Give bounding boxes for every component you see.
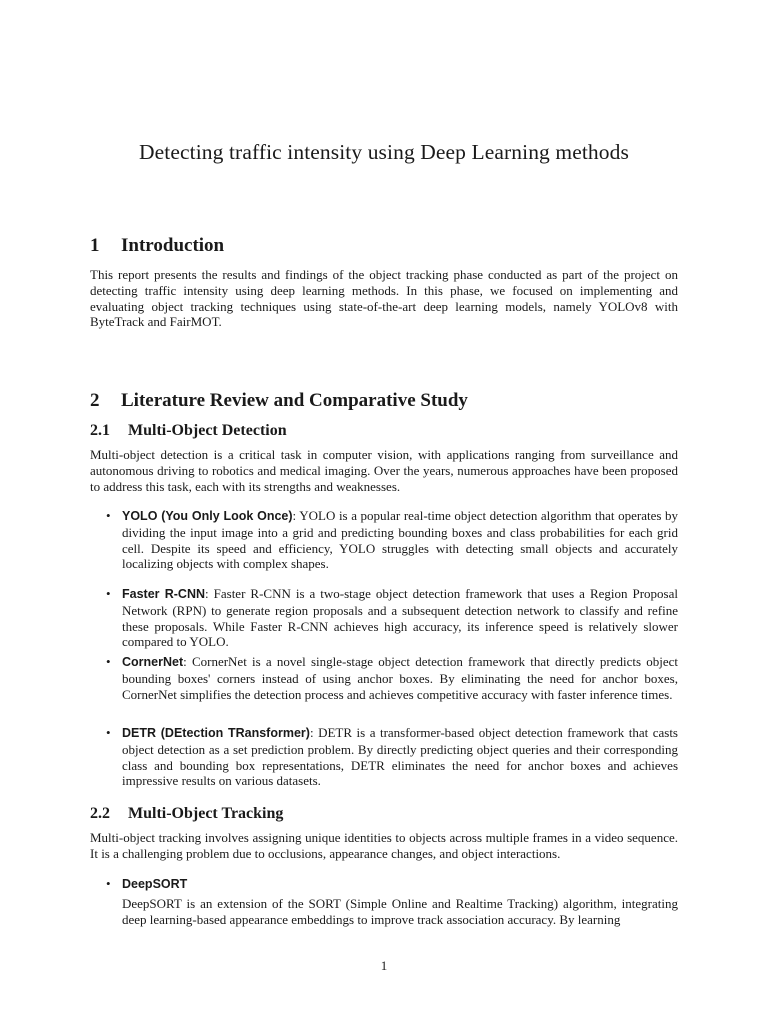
- item-term: DeepSORT: [122, 877, 188, 891]
- item-text: : CornerNet is a novel single-stage object detection framework that directly predicts object bounding boxes' corners instead of using anchor boxes. By eliminating the need for anchor boxes, CornerNet simplifies the detection process and achieves competitive accuracy with faster inference times.: [122, 654, 678, 702]
- bullet-icon: •: [106, 876, 111, 891]
- item-term: Faster R-CNN: [122, 587, 206, 601]
- item-term: CornerNet: [122, 655, 184, 669]
- item-text: : DETR is a transformer-based object detection framework that casts object detection as a set prediction problem. By directly predicting object queries and their corresponding class and bounding box representations, DETR eliminates the need for anchor boxes and achieves impressive results on various datasets.: [122, 725, 678, 789]
- item-text: DeepSORT is an extension of the SORT (Simple Online and Realtime Tracking) algorithm, integrating deep learning-based appearance embeddings to improve track association accuracy. By learning: [122, 896, 678, 927]
- bullet-icon: •: [106, 654, 111, 669]
- section-title: Literature Review and Comparative Study: [121, 390, 468, 411]
- list-item: [106, 508, 678, 572]
- section-title: Introduction: [121, 235, 225, 256]
- subsection-title: Multi-Object Detection: [128, 422, 287, 439]
- section-number: 1: [90, 235, 100, 256]
- list-item: [106, 654, 678, 702]
- subsection-heading-multi-object-detection: [90, 422, 287, 440]
- item-term: YOLO (You Only Look Once): [122, 509, 293, 523]
- subsection-number: 2.1: [90, 422, 110, 439]
- item-text: : Faster R-CNN is a two-stage object detection framework that uses a Region Proposal Network (RPN) to generate region proposals and a subsequent detection network to classify and refine these proposals. While Faster R-CNN achieves high accuracy, its inference speed is relatively slower compared to YOLO.: [122, 586, 678, 650]
- item-text: : YOLO is a popular real-time object detection algorithm that operates by dividing the input image into a grid and predicting bounding boxes and class probabilities for each grid cell. Despite its speed and efficiency, YOLO struggles with detecting small objects and accurately localizing objects with complex shapes.: [122, 508, 678, 572]
- section-heading-literature-review: [90, 390, 468, 412]
- section-number: 2: [90, 390, 100, 411]
- subsection-heading-multi-object-tracking: [90, 805, 283, 823]
- page-number: 1: [380, 958, 388, 973]
- bullet-icon: •: [106, 586, 111, 601]
- subsection-number: 2.2: [90, 805, 110, 822]
- section-heading-introduction: [90, 235, 224, 257]
- introduction-paragraph: This report presents the results and findings of the object tracking phase conducted as part of the project on detecting traffic intensity using deep learning methods. In this phase, we focused on implementing and evaluating object tracking techniques using state-of-the-art deep learning models, namely YOLOv8 with ByteTrack and FairMOT.: [90, 267, 678, 330]
- paper-title: Detecting traffic intensity using Deep Learning methods: [139, 140, 629, 164]
- list-item: [106, 725, 678, 789]
- tracking-paragraph: Multi-object tracking involves assigning unique identities to objects across multiple frames in a video sequence. It is a challenging problem due to occlusions, appearance changes, and object interactions.: [90, 830, 678, 861]
- subsection-title: Multi-Object Tracking: [128, 805, 284, 822]
- bullet-icon: •: [106, 508, 111, 523]
- item-term: DETR (DEtection TRansformer): [122, 726, 310, 740]
- list-item: [106, 876, 678, 893]
- bullet-icon: •: [106, 725, 111, 740]
- detection-paragraph: Multi-object detection is a critical task in computer vision, with applications ranging from surveillance and autonomous driving to robotics and medical imaging. Over the years, numerous approaches have been proposed to address this task, each with its strengths and weaknesses.: [90, 447, 678, 494]
- list-item: [106, 586, 678, 650]
